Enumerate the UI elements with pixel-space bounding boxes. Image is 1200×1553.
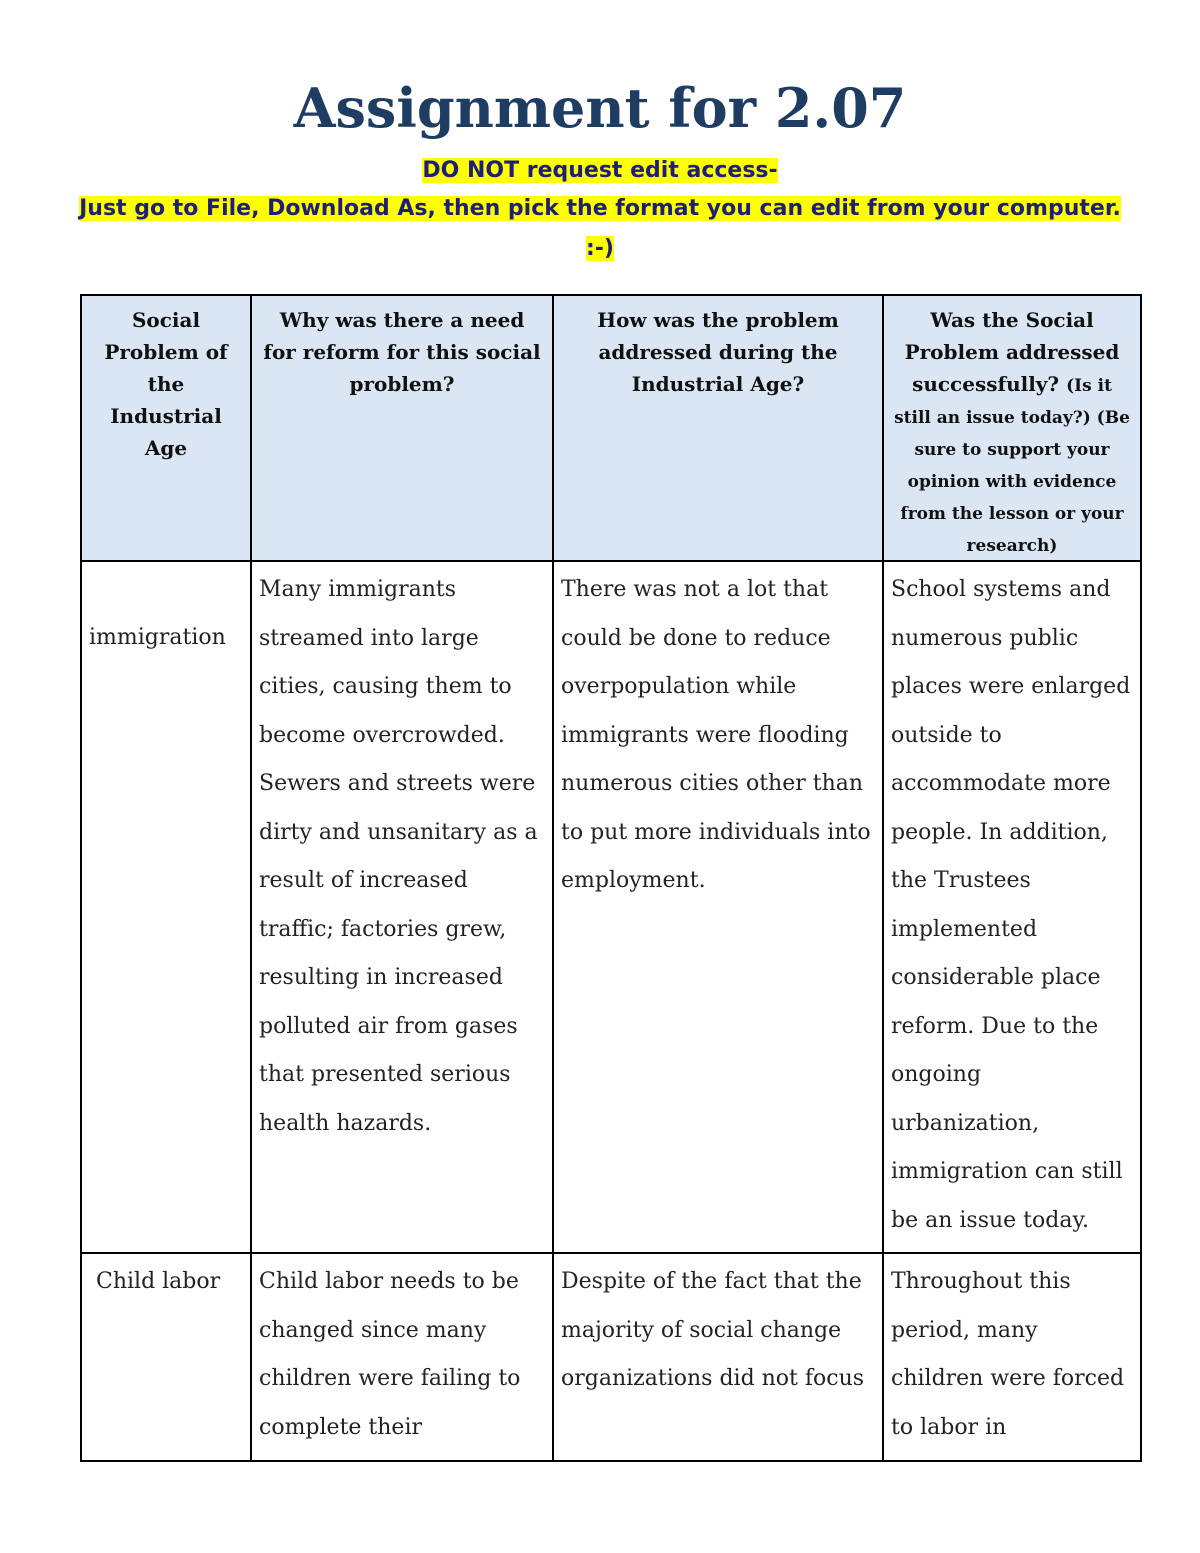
page-title: Assignment for 2.07 bbox=[293, 76, 907, 140]
table-header-row bbox=[81, 295, 1141, 561]
cell-need: Child labor needs to be changed since many children were failing to complete their bbox=[251, 1253, 553, 1461]
notice-line-2 bbox=[0, 194, 1200, 224]
assignment-table bbox=[80, 294, 1142, 1462]
notice-line-1 bbox=[0, 156, 1200, 186]
header-addressed-successfully-main: Was the Social Problem addressed successfully? bbox=[904, 308, 1120, 396]
notice-text-2: Just go to File, Download As, then pick the format you can edit from your computer. bbox=[79, 196, 1121, 221]
table-row bbox=[81, 1253, 1141, 1461]
cell-problem: immigration bbox=[81, 561, 251, 1253]
notice-line-3 bbox=[0, 234, 1200, 264]
header-social-problem: Social Problem of the Industrial Age bbox=[81, 295, 251, 561]
cell-success: Throughout this period, many children were forced to labor in bbox=[883, 1253, 1141, 1461]
header-need-for-reform: Why was there a need for reform for this social problem? bbox=[251, 295, 553, 561]
table-row bbox=[81, 561, 1141, 1253]
header-addressed-successfully bbox=[883, 295, 1141, 561]
cell-addressed: Despite of the fact that the majority of social change organizations did not focus bbox=[553, 1253, 883, 1461]
notice-text-1: DO NOT request edit access- bbox=[422, 158, 778, 183]
cell-problem: Child labor bbox=[81, 1253, 251, 1461]
header-addressed-successfully-note: (Is it still an issue today?) (Be sure to support your opinion with evidence from the lesson or your research) bbox=[894, 376, 1130, 556]
cell-need: Many immigrants streamed into large cities, causing them to become overcrowded. Sewers and streets were dirty and unsanitary as a result of increased traffic; factories grew, resulting in increased polluted air from gases that presented serious health hazards. bbox=[251, 561, 553, 1253]
notice-text-3: :-) bbox=[586, 236, 614, 261]
header-how-addressed: How was the problem addressed during the Industrial Age? bbox=[553, 295, 883, 561]
cell-addressed: There was not a lot that could be done to reduce overpopulation while immigrants were flooding numerous cities other than to put more individuals into employment. bbox=[553, 561, 883, 1253]
cell-success: School systems and numerous public places were enlarged outside to accommodate more people. In addition, the Trustees implemented considerable place reform. Due to the ongoing urbanization, immigration can still be an issue today. bbox=[883, 561, 1141, 1253]
